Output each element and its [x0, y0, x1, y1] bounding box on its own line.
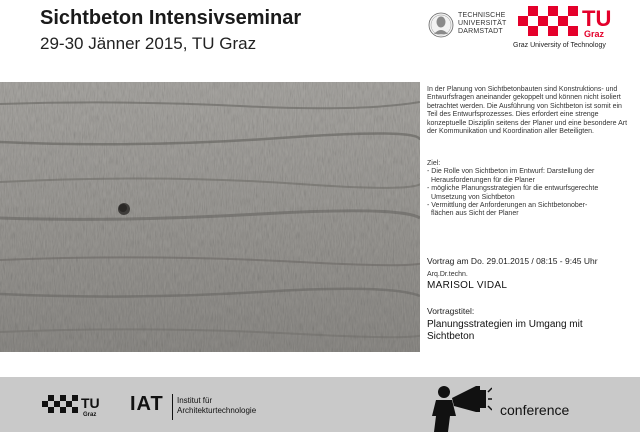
tu-graz-logo-icon [518, 6, 622, 40]
tud-line-1: TECHNISCHE [458, 12, 506, 19]
goals-heading: Ziel: [427, 160, 441, 167]
tu-darmstadt-logo-text [458, 12, 506, 36]
megaphone-person-icon [430, 382, 492, 432]
talk-title: Planungsstrategien im Umgang mit Sichtbeton [427, 319, 583, 342]
concrete-texture-image [0, 82, 420, 352]
iat-logo: IAT [130, 393, 164, 415]
tu-graz-caption: Graz University of Technology [513, 42, 606, 49]
goal-line: Umsetzung von Sichtbeton [431, 193, 515, 201]
footer-tu-graz-logo-icon [42, 395, 108, 417]
iat-name-line-1: Institut für [177, 396, 213, 405]
speaker-name: MARISOL VIDAL [427, 280, 508, 291]
speaker-title: Arq.Dr.techn. [427, 271, 468, 278]
goal-line: - Die Rolle von Sichtbeton im Entwurf: Darstellung der [427, 168, 595, 176]
tud-line-3: DARMSTADT [458, 28, 503, 35]
seminar-description [427, 86, 627, 136]
footer-tug-mark-text: TU [81, 395, 100, 411]
goals-section [427, 160, 627, 219]
iat-institute-name [177, 396, 256, 415]
page-title: Sichtbeton Intensivseminar [40, 7, 302, 29]
tug-mark-text: TU [582, 6, 612, 31]
tug-mark-subtext: Graz [584, 29, 605, 39]
tu-darmstadt-seal-icon [428, 12, 454, 38]
tud-line-2: UNIVERSITÄT [458, 20, 507, 27]
footer-tug-mark-subtext: Graz [83, 412, 97, 417]
goal-line: - mögliche Planungsstrategien für die entwurfsgerechte [427, 185, 599, 193]
goal-line: Herausforderungen für die Planer [431, 176, 535, 184]
talk-title-label: Vortragstitel: [427, 306, 475, 316]
goal-line: - Vermittlung der Anforderungen an Sichtbetonober- [427, 202, 588, 210]
conference-label: conference [500, 402, 570, 418]
iat-name-line-2: Architekturtechnologie [177, 405, 257, 415]
goal-line: flächen aus Sicht der Planer [431, 210, 519, 218]
iat-divider [172, 394, 173, 420]
event-date-location: 29-30 Jänner 2015, TU Graz [40, 34, 257, 53]
description-text: In der Planung von Sichtbetonbauten sind Konstruktions- und Entwurfsfragen aneinander gekoppelt und können nicht isoliert betrachtet werden. Die Ausführung von Sichtbeton ist somit ein Teil des Entwurfsprozesses. Dies erfordert eine strenge konzeptuelle Disziplin seitens der Planer und eine besondere Art der Kommunikation und Koordination aller Beteiligten. [427, 86, 628, 136]
lecture-time: Vortrag am Do. 29.01.2015 / 08:15 - 9:45 Uhr [427, 256, 598, 266]
